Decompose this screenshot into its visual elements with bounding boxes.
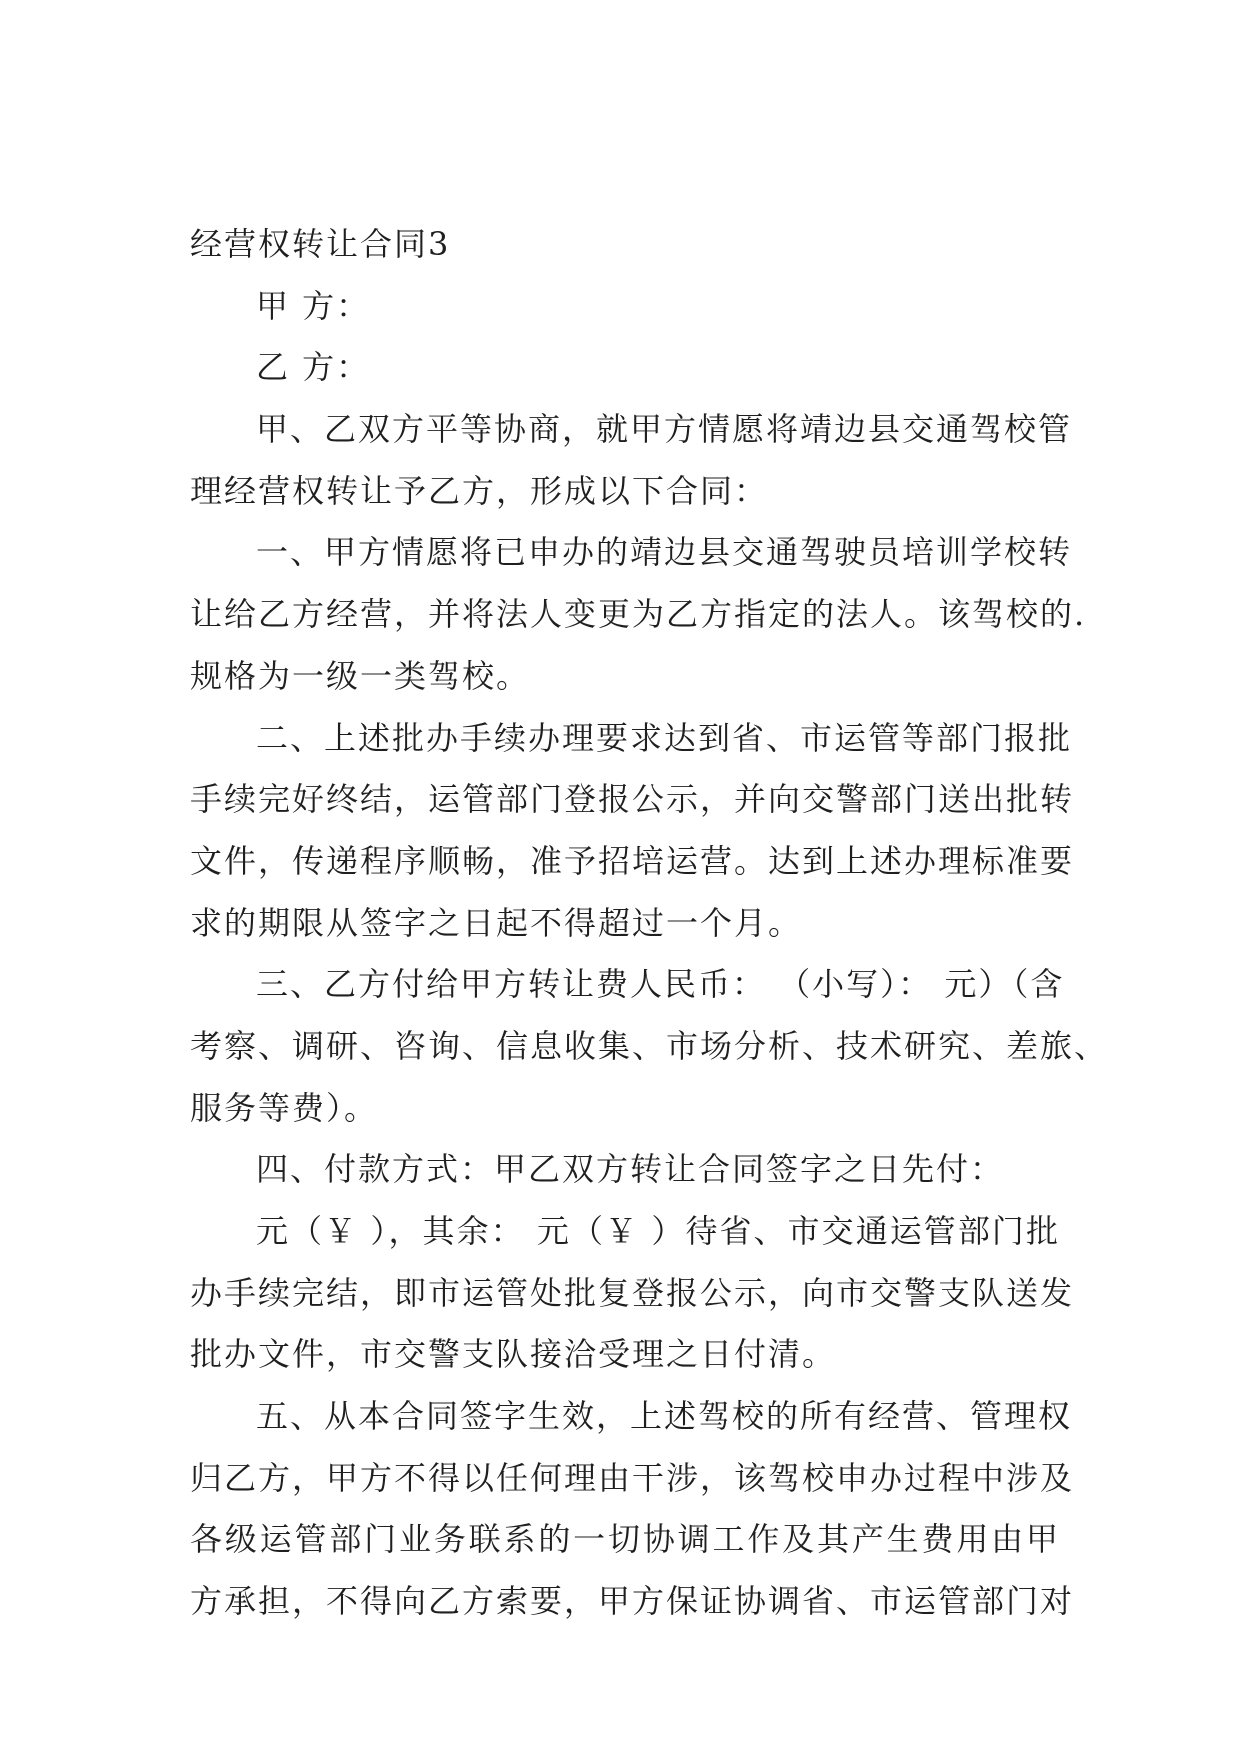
text-line: 五、从本合同签字生效，上述驾校的所有经营、管理权 xyxy=(256,1397,1073,1436)
text-line: 理经营权转让予乙方，形成以下合同： xyxy=(190,471,769,510)
text-line: 办手续完结，即市运管处批复登报公示，向市交警支队送发 xyxy=(190,1273,1075,1312)
text-line: 规格为一级一类驾校。 xyxy=(190,656,531,695)
text-line: 元（￥ ），其余： 元（￥ ）待省、市交通运管部门批 xyxy=(256,1212,1060,1250)
text-line: 各级运管部门业务联系的一切协调工作及其产生费用由甲 xyxy=(190,1520,1060,1559)
text-line: 一、甲方情愿将已申办的靖边县交通驾驶员培训学校转 xyxy=(256,533,1073,572)
text-line: 批办文件，市交警支队接洽受理之日付清。 xyxy=(190,1335,837,1374)
party-a-label: 甲 方： xyxy=(256,286,371,325)
text-line: 文件，传递程序顺畅，准予招培运营。达到上述办理标准要 xyxy=(190,841,1075,880)
document-title: 经营权转让合同3 xyxy=(190,225,451,263)
text-line: 四、付款方式：甲乙双方转让合同签字之日先付： xyxy=(256,1150,1005,1189)
document-body xyxy=(190,214,1109,1633)
text-line: 考察、调研、咨询、信息收集、市场分析、技术研究、差旅、 xyxy=(190,1026,1109,1065)
party-b-label: 乙 方： xyxy=(256,348,371,387)
text-line: 三、乙方付给甲方转让费人民币： （小写）： 元）（含 xyxy=(256,965,1065,1004)
text-line: 求的期限从签字之日起不得超过一个月。 xyxy=(190,903,803,942)
text-line: 服务等费）。 xyxy=(190,1088,379,1127)
text-line: 二、上述批办手续办理要求达到省、市运管等部门报批 xyxy=(256,718,1073,757)
text-line: 手续完好终结，运管部门登报公示，并向交警部门送出批转 xyxy=(190,780,1075,819)
text-line: 方承担，不得向乙方索要，甲方保证协调省、市运管部门对 xyxy=(190,1582,1075,1621)
text-line: 归乙方，甲方不得以任何理由干涉，该驾校申办过程中涉及 xyxy=(190,1458,1075,1497)
text-line: 让给乙方经营，并将法人变更为乙方指定的法人。该驾校的. xyxy=(190,595,1087,634)
contract-text xyxy=(190,399,1109,1633)
text-line: 甲、乙双方平等协商，就甲方情愿将靖边县交通驾校管 xyxy=(256,410,1073,449)
